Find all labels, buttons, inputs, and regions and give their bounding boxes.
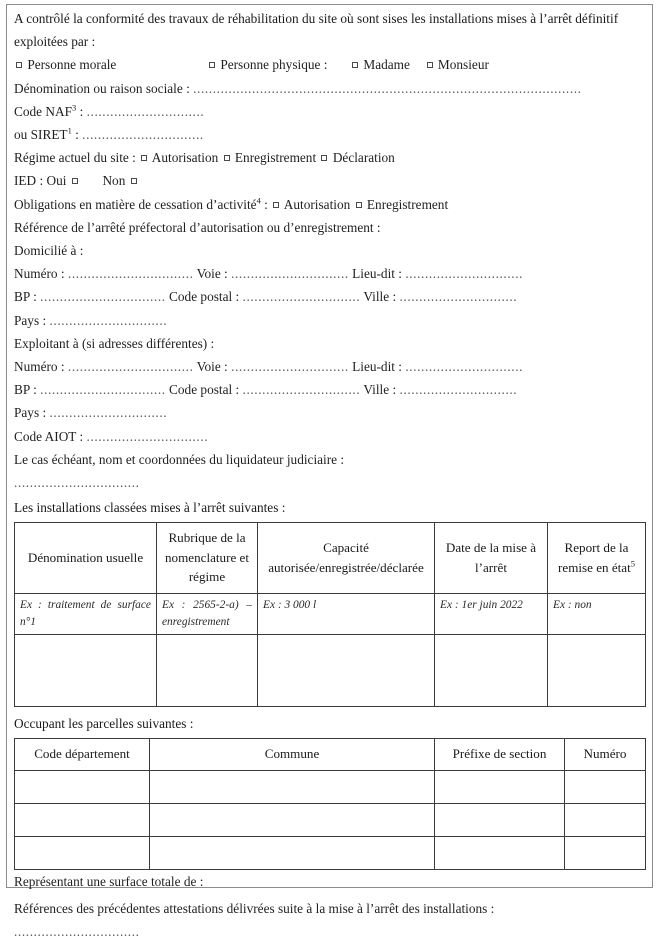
checkbox-monsieur[interactable] (427, 62, 433, 68)
checkbox-obligations-autorisation[interactable] (273, 202, 279, 208)
siret-input-dots[interactable]: ............................... (82, 127, 204, 143)
exploitant-code-postal-input-dots[interactable]: .............................. (242, 382, 361, 398)
exploitant-address-row-1 (14, 355, 645, 378)
exploitant-numero-input-dots[interactable]: ................................ (67, 359, 194, 375)
surface-totale-row: Représentant une surface totale de : (14, 873, 204, 889)
installations-empty-capacite[interactable] (258, 634, 435, 706)
domicile-heading: Domicilié à : (14, 243, 84, 259)
references-attestations-input-dots[interactable]: ................................ (14, 924, 140, 940)
domicile-code-postal-label: Code postal : (169, 289, 243, 305)
domicile-voie-input-dots[interactable]: .............................. (231, 266, 349, 282)
exploitant-ville-input-dots[interactable]: .............................. (399, 382, 518, 398)
parcelles-table-header-row (15, 739, 646, 771)
checkbox-madame[interactable] (352, 62, 358, 68)
parcelles-header-prefixe-section: Préfixe de section (435, 739, 565, 771)
siret-row (14, 123, 645, 146)
checkbox-regime-declaration[interactable] (321, 155, 327, 161)
obligations-row (14, 193, 645, 216)
label-regime-enregistrement: Enregistrement (234, 150, 317, 166)
exploitant-bp-label: BP : (14, 382, 41, 398)
checkbox-regime-enregistrement[interactable] (224, 155, 230, 161)
regime-row (14, 146, 645, 169)
label-obligations-enregistrement: Enregistrement (366, 196, 449, 212)
label-ied-non: Non (102, 173, 126, 189)
siret-footnote-marker: 1 (67, 125, 72, 136)
checkbox-ied-non[interactable] (131, 178, 137, 184)
obligations-footnote-marker: 4 (256, 195, 261, 206)
parcelles-header-numero: Numéro (565, 739, 646, 771)
regime-label: Régime actuel du site : (14, 150, 136, 166)
checkbox-ied-oui[interactable] (72, 178, 78, 184)
table-row (15, 634, 646, 706)
ied-row (14, 169, 645, 192)
checkbox-obligations-enregistrement[interactable] (356, 202, 362, 208)
installations-example-capacite[interactable]: Ex : 3 000 l (258, 593, 435, 634)
parcelles-table (14, 738, 646, 870)
parcelles-cell-numero[interactable] (565, 770, 646, 803)
reference-arrete-row: Référence de l’arrêté préfectoral d’autorisation ou d’enregistrement : (14, 219, 381, 235)
domicile-bp-label: BP : (14, 289, 41, 305)
report-remise-footnote-marker: 5 (630, 558, 635, 569)
liquidateur-input-row (14, 471, 645, 494)
exploitant-numero-label: Numéro : (14, 359, 68, 375)
exploitant-lieudit-input-dots[interactable]: .............................. (405, 359, 524, 375)
installations-empty-report-remise[interactable] (548, 634, 646, 706)
label-madame: Madame (363, 57, 410, 73)
exploitant-voie-input-dots[interactable]: .............................. (231, 359, 349, 375)
exploitant-pays-row (14, 401, 645, 424)
exploitant-voie-label: Voie : (196, 359, 232, 375)
obligations-label: Obligations en matière de cessation d’activité (14, 196, 257, 212)
code-naf-footnote-marker: 3 (72, 102, 77, 113)
parcelles-cell-numero[interactable] (565, 803, 646, 836)
domicile-numero-input-dots[interactable]: ................................ (67, 266, 194, 282)
exploitant-pays-input-dots[interactable]: .............................. (49, 405, 168, 421)
installations-example-report-remise[interactable]: Ex : non (548, 593, 646, 634)
installations-table-header-row (15, 523, 646, 594)
code-naf-input-dots[interactable]: .............................. (86, 103, 205, 119)
references-attestations-label: Références des précédentes attestations délivrées suite à la mise à l’arrêt des installations : (14, 900, 495, 916)
exploitant-heading: Exploitant à (si adresses différentes) : (14, 335, 215, 351)
domicile-address-row-1 (14, 262, 645, 285)
installations-header-report-remise (548, 523, 646, 594)
table-row (15, 803, 646, 836)
siret-separator: : (71, 127, 83, 143)
exploitant-address-row-2 (14, 378, 645, 401)
installations-example-denomination[interactable]: Ex : traitement de surface n°1 (15, 593, 157, 634)
checkbox-personne-physique[interactable] (209, 62, 215, 68)
operator-type-row (14, 53, 645, 76)
intro-paragraph: A contrôlé la conformité des travaux de réhabilitation du site où sont sises les installations mises à l’arrêt définitif exploitées par : (14, 11, 619, 50)
domicile-pays-row (14, 309, 645, 332)
parcelles-cell-code-departement[interactable] (15, 770, 150, 803)
code-aiot-row (14, 425, 645, 448)
parcelles-cell-prefixe-section[interactable] (435, 836, 565, 869)
domicile-pays-label: Pays : (14, 312, 50, 328)
installations-header-denomination: Dénomination usuelle (15, 523, 157, 594)
installations-example-rubrique[interactable]: Ex : 2565-2-a) – enregistrement (157, 593, 258, 634)
installations-header-date-arret: Date de la mise à l’arrêt (435, 523, 548, 594)
code-naf-separator: : (76, 103, 87, 119)
parcelles-table-caption: Occupant les parcelles suivantes : (14, 715, 194, 731)
code-aiot-label: Code AIOT : (14, 428, 87, 444)
code-aiot-input-dots[interactable]: ............................... (86, 428, 209, 444)
exploitant-pays-label: Pays : (14, 405, 50, 421)
label-personne-physique: Personne physique : (220, 57, 328, 73)
exploitant-lieudit-label: Lieu-dit : (352, 359, 406, 375)
denomination-label: Dénomination ou raison sociale : (14, 80, 190, 96)
siret-label: ou SIRET (14, 127, 68, 143)
installations-empty-rubrique[interactable] (157, 634, 258, 706)
domicile-address-row-2 (14, 285, 645, 308)
code-naf-row (14, 100, 645, 123)
parcelles-cell-code-departement[interactable] (15, 836, 150, 869)
checkbox-regime-autorisation[interactable] (141, 155, 147, 161)
installations-header-report-remise-text: Report de la remise en état (558, 540, 631, 575)
parcelles-cell-numero[interactable] (565, 836, 646, 869)
installations-table-caption: Les installations classées mises à l’arrêt suivantes : (14, 500, 286, 516)
domicile-voie-label: Voie : (196, 266, 232, 282)
label-regime-declaration: Déclaration (332, 150, 395, 166)
denomination-row (14, 77, 645, 100)
parcelles-cell-code-departement[interactable] (15, 803, 150, 836)
denomination-input-dots[interactable]: ................................................................................................... (193, 80, 582, 96)
domicile-code-postal-input-dots[interactable]: .............................. (242, 289, 361, 305)
label-ied-oui: Oui (46, 173, 67, 189)
installations-empty-date-arret[interactable] (435, 634, 548, 706)
obligations-separator: : (260, 196, 272, 212)
code-naf-label: Code NAF (14, 103, 72, 119)
ied-label: IED : (14, 173, 44, 189)
parcelles-cell-prefixe-section[interactable] (435, 803, 565, 836)
table-row (15, 836, 646, 869)
references-attestations-input-row (14, 920, 645, 943)
parcelles-header-commune: Commune (150, 739, 435, 771)
domicile-lieudit-label: Lieu-dit : (352, 266, 406, 282)
parcelles-cell-commune[interactable] (150, 836, 435, 869)
installations-header-rubrique: Rubrique de la nomenclature et régime (157, 523, 258, 594)
label-obligations-autorisation: Autorisation (283, 196, 351, 212)
installations-example-date-arret[interactable]: Ex : 1er juin 2022 (435, 593, 548, 634)
exploitant-bp-input-dots[interactable]: ................................ (40, 382, 166, 398)
installations-table (14, 522, 646, 707)
domicile-ville-label: Ville : (363, 289, 400, 305)
parcelles-header-code-departement: Code département (15, 739, 150, 771)
exploitant-ville-label: Ville : (363, 382, 400, 398)
domicile-lieudit-input-dots[interactable]: .............................. (405, 266, 524, 282)
liquidateur-input-dots[interactable]: ................................ (14, 475, 140, 491)
label-personne-morale: Personne morale (27, 57, 117, 73)
table-row (15, 593, 646, 634)
domicile-pays-input-dots[interactable]: .............................. (49, 312, 168, 328)
domicile-bp-input-dots[interactable]: ................................ (40, 289, 166, 305)
label-regime-autorisation: Autorisation (151, 150, 219, 166)
checkbox-personne-morale[interactable] (16, 62, 22, 68)
domicile-ville-input-dots[interactable]: .............................. (399, 289, 518, 305)
table-row (15, 770, 646, 803)
parcelles-cell-prefixe-section[interactable] (435, 770, 565, 803)
domicile-numero-label: Numéro : (14, 266, 68, 282)
liquidateur-label: Le cas échéant, nom et coordonnées du liquidateur judiciaire : (14, 451, 345, 467)
parcelles-cell-commune[interactable] (150, 770, 435, 803)
installations-empty-denomination[interactable] (15, 634, 157, 706)
exploitant-code-postal-label: Code postal : (169, 382, 243, 398)
installations-header-capacite: Capacité autorisée/enregistrée/déclarée (258, 523, 435, 594)
parcelles-cell-commune[interactable] (150, 803, 435, 836)
label-monsieur: Monsieur (437, 57, 489, 73)
